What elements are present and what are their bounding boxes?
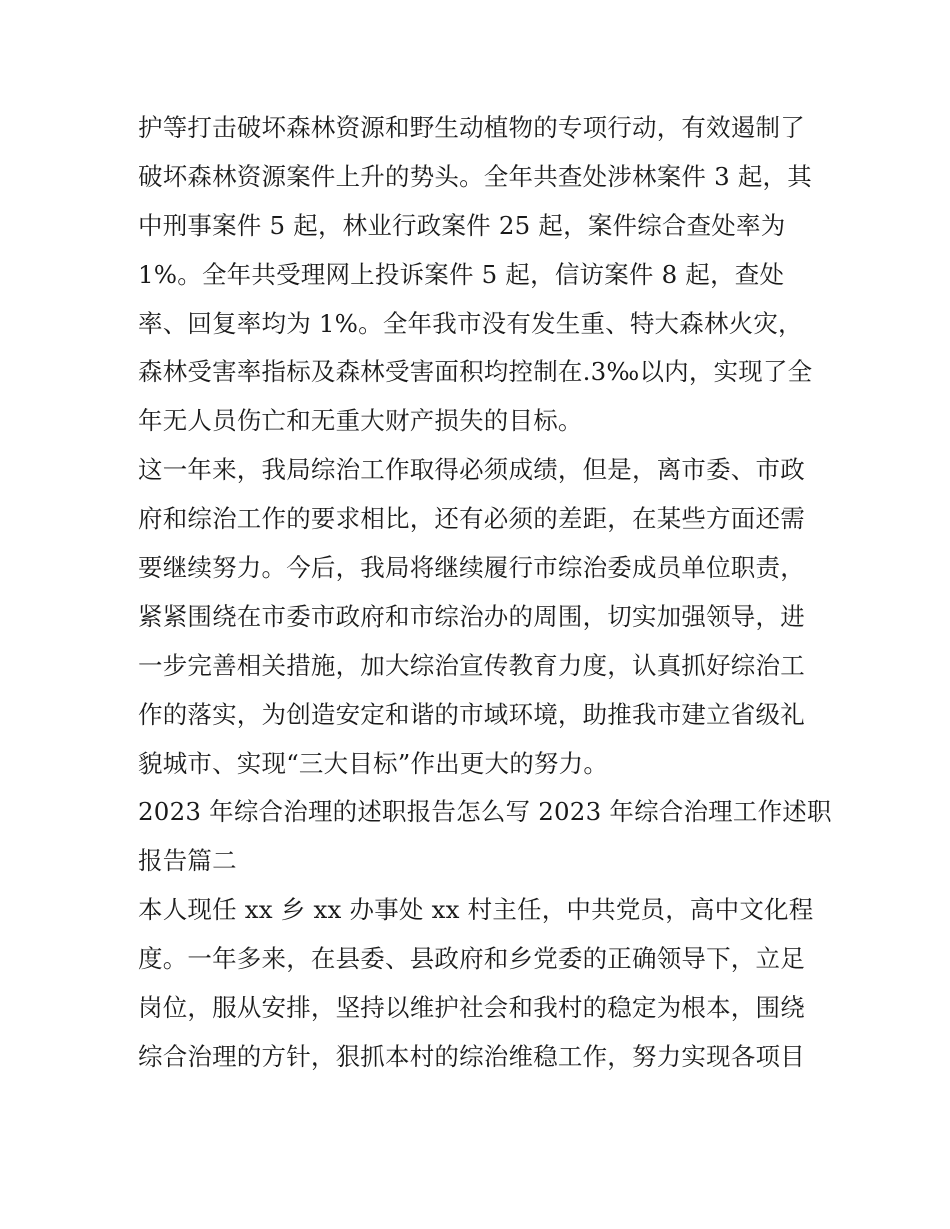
text-line: 要继续努力。今后，我局将继续履行市综治委成员单位职责，: [138, 553, 805, 583]
text-line: 作的落实，为创造安定和谐的市域环境，助推我市建立省级礼: [138, 699, 805, 729]
text-line: 综合治理的方针，狠抓本村的综治维稳工作，努力实现各项目: [138, 1041, 805, 1071]
text-line: 紧紧围绕在市委市政府和市综治办的周围，切实加强领导，进: [138, 601, 805, 631]
text-line: 貌城市、实现“三大目标”作出更大的努力。: [138, 748, 609, 778]
section-heading-line: 2023 年综合治理的述职报告怎么写 2023 年综合治理工作述职: [138, 797, 832, 827]
text-line: 年无人员伤亡和无重大财产损失的目标。: [138, 406, 583, 436]
document-body: [138, 104, 832, 1082]
text-line: 本人现任 xx 乡 xx 办事处 xx 村主任，中共党员，高中文化程: [138, 895, 814, 925]
text-line: 这一年来，我局综治工作取得必须成绩，但是，离市委、市政: [138, 455, 805, 485]
text-line: 府和综治工作的要求相比，还有必须的差距，在某些方面还需: [138, 504, 805, 534]
text-line: 破坏森林资源案件上升的势头。全年共查处涉林案件 3 起，其: [138, 161, 812, 191]
text-line: 率、回复率均为 1%。全年我市没有发生重、特大森林火灾，: [138, 308, 803, 338]
text-line: 中刑事案件 5 起，林业行政案件 25 起，案件综合查处率为: [138, 210, 786, 240]
text-line: 岗位，服从安排，坚持以维护社会和我村的稳定为根本，围绕: [138, 993, 805, 1023]
text-line: 度。一年多来，在县委、县政府和乡党委的正确领导下，立足: [138, 944, 805, 974]
text-line: 护等打击破坏森林资源和野生动植物的专项行动，有效遏制了: [138, 113, 805, 142]
text-line: 1%。全年共受理网上投诉案件 5 起，信访案件 8 起，查处: [138, 259, 785, 289]
text-line: 一步完善相关措施，加大综治宣传教育力度，认真抓好综治工: [138, 650, 805, 680]
text-line: 森林受害率指标及森林受害面积均控制在.3‰以内，实现了全: [138, 357, 813, 387]
section-heading-line: 报告篇二: [138, 846, 237, 876]
